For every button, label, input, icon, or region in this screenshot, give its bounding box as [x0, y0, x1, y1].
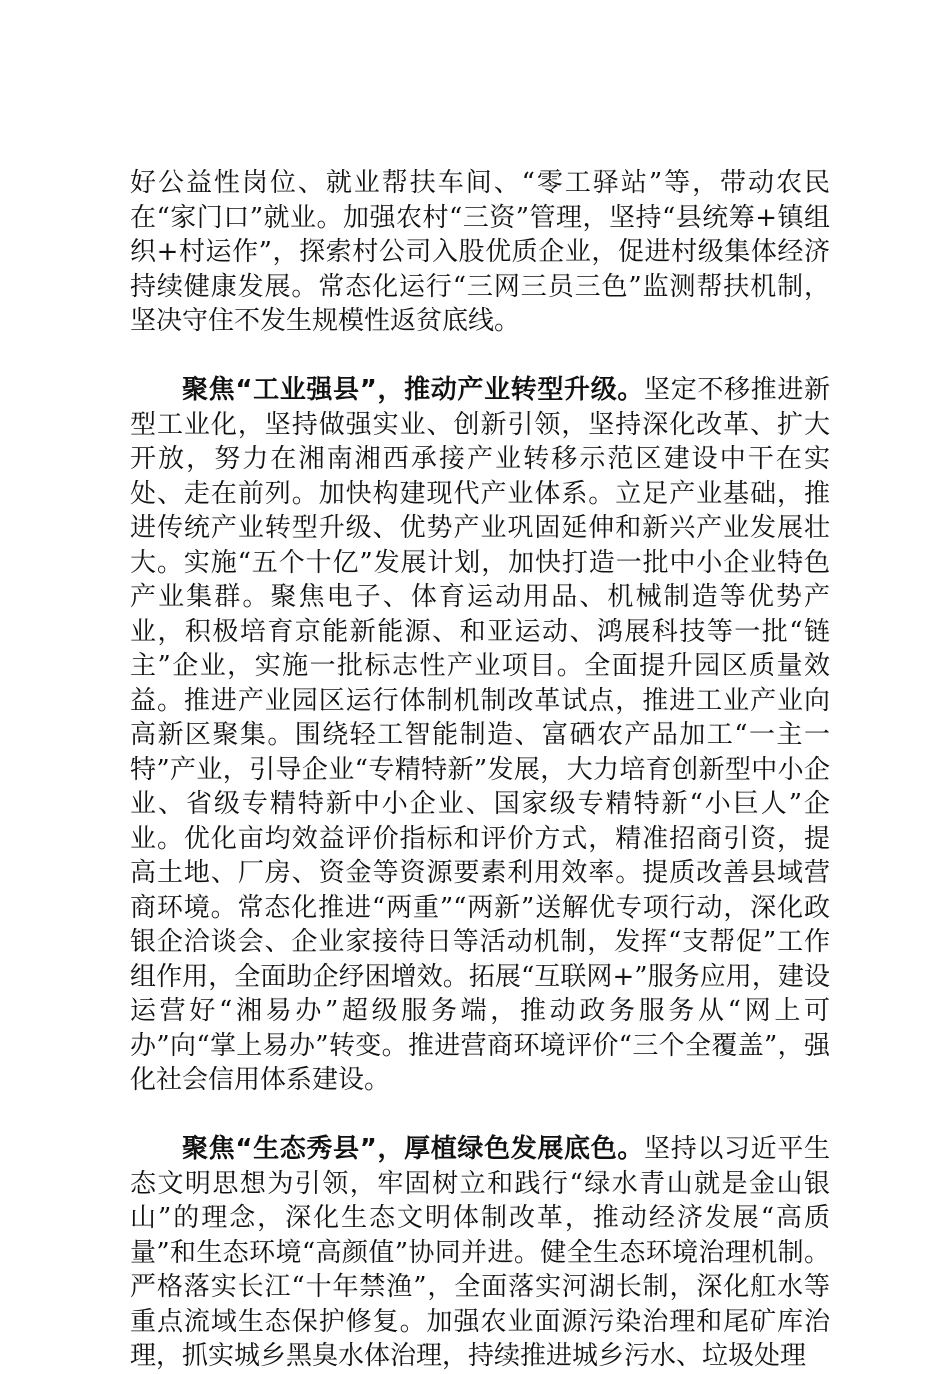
paragraph-2-heading: 聚焦“工业强县”，推动产业转型升级。 [182, 375, 645, 405]
paragraph-3 [130, 1132, 830, 1374]
document-page [130, 166, 830, 1374]
paragraph-3-body: 坚持以习近平生态文明思想为引领，牢固树立和践行“绿水青山就是金山银山”的理念，深化生态文明体制改革，推动经济发展“高质量”和生态环境“高颜值”协同并进。健全生态环境治理机制。严格落实长江“十年禁渔”，全面落实河湖长制，深化舡水等重点流域生态保护修复。加强农业面源污染治理和尾矿库治理，抓实城乡黑臭水体治理，持续推进城乡污水、垃圾处理 [130, 1134, 830, 1371]
paragraph-2-body: 坚定不移推进新型工业化，坚持做强实业、创新引领，坚持深化改革、扩大开放，努力在湘南湘西承接产业转移示范区建设中干在实处、走在前列。加快构建现代产业体系。立足产业基础，推进传统产业转型升级、优势产业巩固延伸和新兴产业发展壮大。实施“五个十亿”发展计划，加快打造一批中小企业特色产业集群。聚焦电子、体育运动用品、机械制造等优势产业，积极培育京能新能源、和亚运动、鸿展科技等一批“链主”企业，实施一批标志性产业项目。全面提升园区质量效益。推进产业园区运行体制机制改革试点，推进工业产业向高新区聚集。围绕轻工智能制造、富硒农产品加工“一主一特”产业，引导企业“专精特新”发展，大力培育创新型中小企业、省级专精特新中小企业、国家级专精特新“小巨人”企业。优化亩均效益评价指标和评价方式，精准招商引资，提高土地、厂房、资金等资源要素利用效率。提质改善县域营商环境。常态化推进“两重”“两新”送解优专项行动，深化政银企洽谈会、企业家接待日等活动机制，发挥“支帮促”工作组作用，全面助企纾困增效。拓展“互联网+”服务应用，建设运营好“湘易办”超级服务端，推动政务服务从“网上可办”向“掌上易办”转变。推进营商环境评价“三个全覆盖”，强化社会信用体系建设。 [130, 375, 830, 1095]
paragraph-3-heading: 聚焦“生态秀县”，厚植绿色发展底色。 [182, 1134, 645, 1164]
paragraph-2 [130, 373, 830, 1098]
paragraph-1 [130, 166, 830, 339]
paragraph-gap [130, 1098, 830, 1133]
paragraph-gap [130, 339, 830, 374]
paragraph-1-body: 好公益性岗位、就业帮扶车间、“零工驿站”等，带动农民在“家门口”就业。加强农村“三资”管理，坚持“县统筹+镇组织+村运作”，探索村公司入股优质企业，促进村级集体经济持续健康发展。常态化运行“三网三员三色”监测帮扶机制，坚决守住不发生规模性返贫底线。 [130, 168, 830, 336]
